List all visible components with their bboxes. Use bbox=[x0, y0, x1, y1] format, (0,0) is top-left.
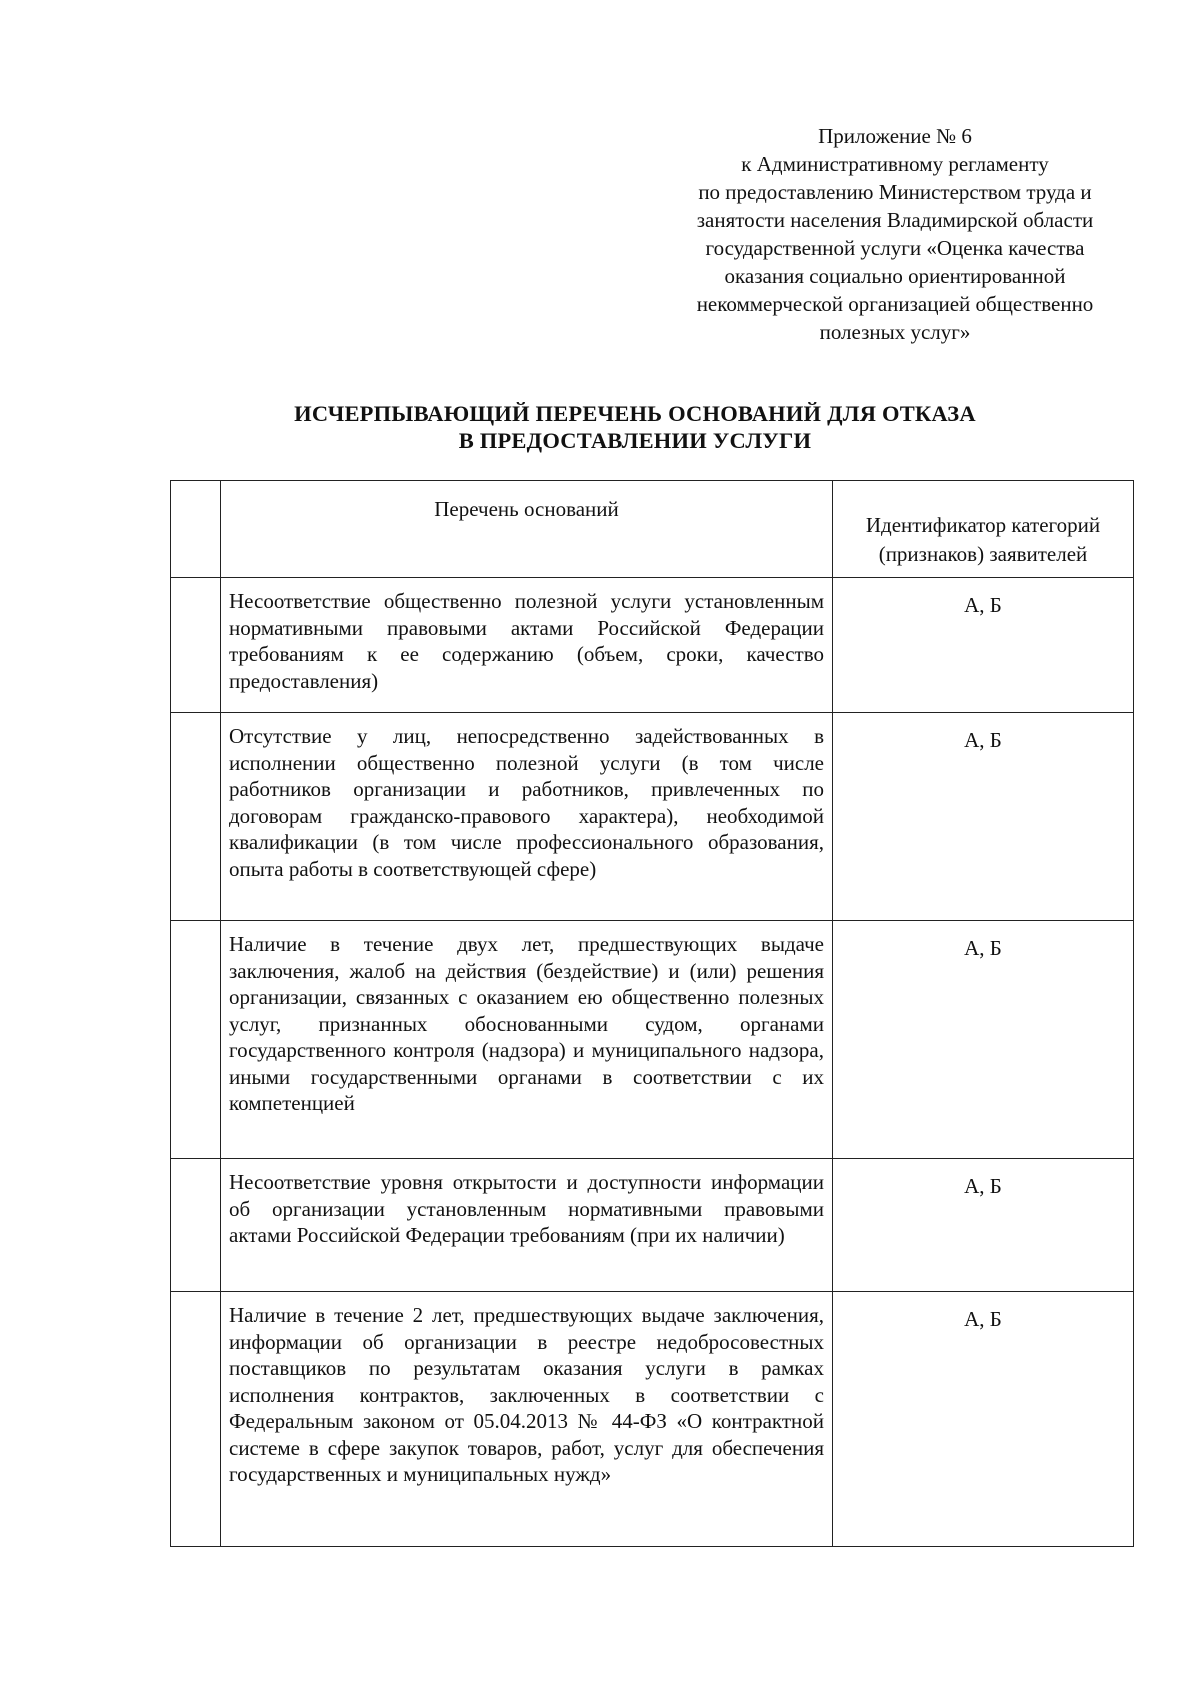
ground-text-cell: Несоответствие общественно полезной услуги установленным нормативными правовыми актами Российской Федерации требованиям к ее содержанию (объем, сроки, качество предоставления) bbox=[221, 578, 833, 713]
header-number-cell bbox=[171, 481, 221, 578]
header-categories-cell: Идентификатор категорий (признаков) заявителей bbox=[833, 481, 1134, 578]
category-cell: А, Б bbox=[833, 713, 1134, 921]
row-number-cell bbox=[171, 1159, 221, 1292]
header-grounds-cell: Перечень оснований bbox=[221, 481, 833, 578]
appendix-line: оказания социально ориентированной bbox=[724, 264, 1066, 288]
table-row bbox=[171, 1159, 1134, 1292]
category-cell: А, Б bbox=[833, 921, 1134, 1159]
document-title bbox=[240, 400, 1030, 454]
ground-text-cell: Наличие в течение двух лет, предшествующих выдаче заключения, жалоб на действия (бездействие) и (или) решения организации, связанных с оказанием ею общественно полезных услуг, признанных обоснованными судом, органами государственного контроля (надзора) и муниципального надзора, иными государственными органами в соответствии с их компетенцией bbox=[221, 921, 833, 1159]
table-row bbox=[171, 578, 1134, 713]
row-number-cell bbox=[171, 578, 221, 713]
category-cell: А, Б bbox=[833, 1159, 1134, 1292]
appendix-header bbox=[655, 122, 1135, 346]
category-cell: А, Б bbox=[833, 578, 1134, 713]
row-number-cell bbox=[171, 1292, 221, 1547]
ground-text-cell: Наличие в течение 2 лет, предшествующих выдаче заключения, информации об организации в реестре недобросовестных поставщиков по результатам оказания услуги в рамках исполнения контрактов, заключенных в соответствии с Федеральным законом от 05.04.2013 № 44-ФЗ «О контрактной системе в сфере закупок товаров, работ, услуг для обеспечения государственных и муниципальных нужд» bbox=[221, 1292, 833, 1547]
appendix-line: некоммерческой организацией общественно bbox=[696, 292, 1094, 316]
ground-text-cell: Отсутствие у лиц, непосредственно задействованных в исполнении общественно полезной услуги (в том числе работников организации и работников, привлеченных по договорам гражданско-правового характера), необходимой квалификации (в том числе профессионального образования, опыта работы в соответствующей сфере) bbox=[221, 713, 833, 921]
appendix-line: к Административному регламенту bbox=[741, 152, 1049, 176]
row-number-cell bbox=[171, 713, 221, 921]
document-title-line-1: ИСЧЕРПЫВАЮЩИЙ ПЕРЕЧЕНЬ ОСНОВАНИЙ ДЛЯ ОТКАЗА bbox=[294, 401, 976, 426]
table-row bbox=[171, 713, 1134, 921]
appendix-line: государственной услуги «Оценка качества bbox=[705, 236, 1085, 260]
row-number-cell bbox=[171, 921, 221, 1159]
appendix-line: полезных услуг» bbox=[819, 320, 971, 344]
grounds-table bbox=[170, 480, 1134, 1547]
table-row bbox=[171, 921, 1134, 1159]
appendix-line: занятости населения Владимирской области bbox=[696, 208, 1094, 232]
category-cell: А, Б bbox=[833, 1292, 1134, 1547]
table-header-row bbox=[171, 481, 1134, 578]
document-title-line-2: В ПРЕДОСТАВЛЕНИИ УСЛУГИ bbox=[458, 428, 812, 453]
ground-text-cell: Несоответствие уровня открытости и доступности информации об организации установленным нормативными правовыми актами Российской Федерации требованиям (при их наличии) bbox=[221, 1159, 833, 1292]
appendix-line: Приложение № 6 bbox=[818, 124, 972, 148]
appendix-line: по предоставлению Министерством труда и bbox=[698, 180, 1092, 204]
table-row bbox=[171, 1292, 1134, 1547]
